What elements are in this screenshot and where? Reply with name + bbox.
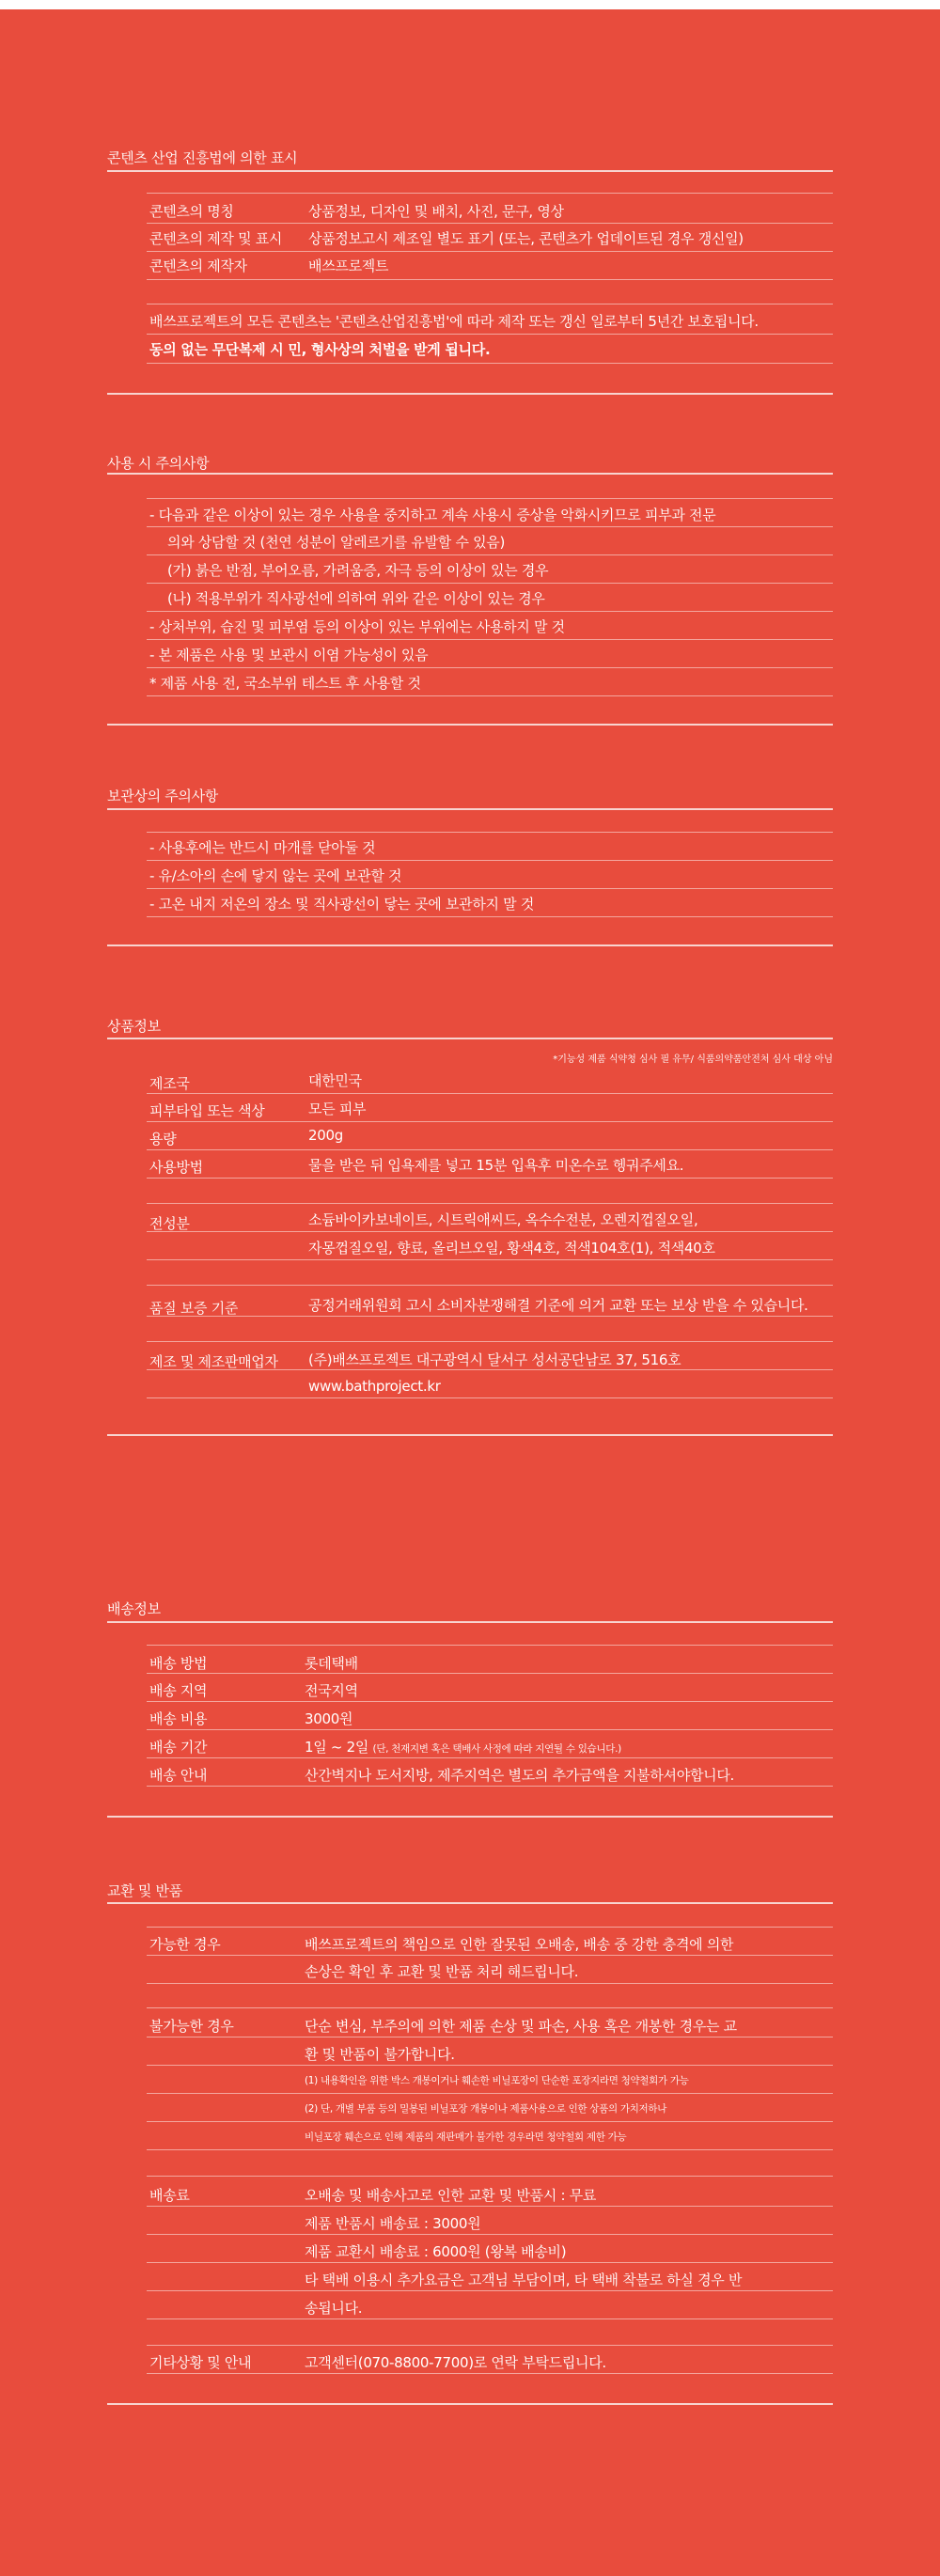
ingredients-label: 전성분 [149, 1215, 190, 1232]
row-divider [147, 1316, 833, 1317]
row-divider [147, 1231, 833, 1232]
row-divider [147, 2373, 833, 2374]
row-divider [147, 2262, 833, 2263]
row-divider [147, 2007, 833, 2008]
fee-text: 제품 교환시 배송료 : 6000원 (왕복 배송비) [305, 2243, 567, 2260]
row-divider [147, 1093, 833, 1094]
impossible-label: 불가능한 경우 [149, 2018, 234, 2035]
row-divider [147, 639, 833, 640]
row-divider [147, 1149, 833, 1150]
shipping-method-value: 롯데택배 [305, 1655, 358, 1672]
row-divider [147, 1369, 833, 1370]
fee-text: 제품 반품시 배송료 : 3000원 [305, 2215, 481, 2232]
top-white-bar [0, 0, 940, 9]
row-divider [147, 2065, 833, 2066]
row-divider [147, 1341, 833, 1342]
row-divider [147, 1701, 833, 1702]
customer-center-text: 고객센터(070-8800-7700)로 연락 부탁드립니다. [305, 2354, 606, 2371]
ingredients-value: 소듐바이카보네이트, 시트릭애씨드, 옥수수전분, 오렌지껍질오일, [308, 1211, 698, 1228]
how-to-use-value: 물을 받은 뒤 입욕제를 넣고 15분 입욕후 미온수로 헹궈주세요. [308, 1157, 684, 1174]
row-divider [147, 2093, 833, 2094]
manufacturer-value: (주)배쓰프로젝트 대구광역시 달서구 성서공단남로 37, 516호 [308, 1351, 682, 1368]
origin-value: 대한민국 [308, 1072, 362, 1089]
row-divider [147, 1955, 833, 1956]
row-divider [147, 832, 833, 833]
shipping-cost-value: 3000원 [305, 1710, 353, 1727]
copyright-warning: 동의 없는 무단복제 시 민, 형사상의 처벌을 받게 됩니다. [149, 341, 491, 358]
row-divider [147, 916, 833, 917]
fee-label: 배송료 [149, 2187, 190, 2204]
etc-label: 기타상황 및 안내 [149, 2354, 252, 2371]
section-title: 사용 시 주의사항 [107, 455, 210, 472]
section-title: 보관상의 주의사항 [107, 788, 218, 804]
section-title: 배송정보 [107, 1600, 161, 1617]
usage-caution-section [107, 446, 833, 728]
storage-caution-section [107, 780, 833, 949]
ingredients-value: 자몽껍질오일, 향료, 올리브오일, 황색4호, 적색104호(1), 적색40호 [308, 1240, 715, 1257]
row-divider [147, 1397, 833, 1398]
row-divider [147, 860, 833, 861]
row-divider [147, 1757, 833, 1758]
row-value: 상품정보, 디자인 및 배치, 사진, 문구, 영상 [308, 203, 564, 220]
caution-line: (나) 적용부위가 직사광선에 의하여 위와 같은 이상이 있는 경우 [167, 590, 545, 607]
section-end-divider [107, 1816, 833, 1818]
shipping-region-value: 전국지역 [305, 1682, 358, 1699]
caution-line: - 다음과 같은 이상이 있는 경우 사용을 중지하고 계속 사용시 증상을 악화시키므로 피부과 전문 [149, 507, 716, 523]
storage-line: - 유/소아의 손에 닿지 않는 곳에 보관할 것 [149, 867, 402, 884]
section-divider [107, 808, 833, 810]
storage-line: - 사용후에는 반드시 마개를 닫아둘 것 [149, 839, 376, 856]
section-divider [107, 473, 833, 475]
row-divider [147, 695, 833, 696]
fee-text: 오배송 및 배송사고로 인한 교환 및 반품시 : 무료 [305, 2187, 597, 2204]
row-divider [147, 363, 833, 364]
product-info-section [107, 1010, 833, 1443]
caution-line: - 본 제품은 사용 및 보관시 이염 가능성이 있음 [149, 647, 429, 664]
row-divider [147, 2149, 833, 2150]
possible-label: 가능한 경우 [149, 1936, 221, 1953]
volume-value: 200g [308, 1127, 343, 1144]
row-divider [147, 1786, 833, 1787]
row-label: 콘텐츠의 제작자 [149, 258, 247, 274]
section-end-divider [107, 2403, 833, 2405]
row-divider [147, 1645, 833, 1646]
section-end-divider [107, 393, 833, 395]
row-divider [147, 2290, 833, 2291]
possible-text: 손상은 확인 후 교환 및 반품 처리 해드립니다. [305, 1963, 579, 1980]
content-law-section [107, 141, 833, 404]
row-divider [147, 526, 833, 527]
fee-text: 타 택배 이용시 추가요금은 고객님 부담이며, 타 택배 착불로 하실 경우 반 [305, 2272, 743, 2288]
shipping-period-days: 1일 ~ 2일 [305, 1739, 369, 1756]
caution-line: 의와 상담할 것 (천연 성분이 알레르기를 유발할 수 있음) [167, 534, 506, 551]
shipping-period-label: 배송 기간 [149, 1739, 208, 1756]
row-divider [147, 1203, 833, 1204]
row-label: 콘텐츠의 명칭 [149, 203, 234, 220]
row-divider [147, 1729, 833, 1730]
shipping-guide-value: 산간벽지나 도서지방, 제주지역은 별도의 추가금액을 지불하셔야합니다. [305, 1767, 734, 1784]
caution-line: (가) 붉은 반점, 부어오름, 가려움증, 자극 등의 이상이 있는 경우 [167, 562, 549, 579]
row-divider [147, 2318, 833, 2319]
section-title: 교환 및 반품 [107, 1882, 182, 1899]
row-divider [147, 1983, 833, 1984]
section-end-divider [107, 945, 833, 946]
skin-type-value: 모든 피부 [308, 1101, 367, 1117]
section-divider [107, 1621, 833, 1623]
origin-label: 제조국 [149, 1075, 190, 1092]
section-title: 상품정보 [107, 1018, 161, 1035]
caution-line: - 상처부위, 습진 및 피부염 등의 이상이 있는 부위에는 사용하지 말 것 [149, 618, 565, 635]
functional-note: *기능성 제품 식약청 심사 필 유무/ 식품의약품안전처 심사 대상 아님 [553, 1054, 833, 1065]
row-divider [147, 279, 833, 280]
shipping-cost-label: 배송 비용 [149, 1710, 208, 1727]
row-divider [147, 334, 833, 335]
row-divider [147, 554, 833, 555]
row-divider [147, 223, 833, 224]
section-end-divider [107, 1434, 833, 1436]
shipping-period-note: (단, 천재지변 혹은 택배사 사정에 따라 지연될 수 있습니다.) [372, 1743, 621, 1755]
row-divider [147, 2121, 833, 2122]
fee-text: 송됩니다. [305, 2300, 363, 2317]
row-value: 배쓰프로젝트 [308, 258, 389, 274]
row-divider [147, 498, 833, 499]
row-divider [147, 2234, 833, 2235]
row-divider [147, 583, 833, 584]
shipping-section [107, 1593, 833, 1828]
impossible-detail: (1) 내용확인을 위한 박스 개봉이거나 훼손한 비닐포장이 단순한 포장지라면 청약철회가 가능 [305, 2075, 689, 2086]
quality-value: 공정거래위원회 고시 소비자분쟁해결 기준에 의거 교환 또는 보상 받을 수 있습니다. [308, 1297, 808, 1314]
row-divider [147, 251, 833, 252]
impossible-detail: (2) 단, 개별 부품 등의 밀봉된 비닐포장 개봉이나 제품사용으로 인한 상품의 가치저하나 [305, 2103, 667, 2115]
section-divider [107, 1902, 833, 1904]
storage-line: - 고온 내지 저온의 장소 및 직사광선이 닿는 곳에 보관하지 말 것 [149, 896, 535, 913]
row-divider [147, 1259, 833, 1260]
row-value: 상품정보고시 제조일 별도 표기 (또는, 콘텐츠가 업데이트된 경우 갱신일) [308, 230, 744, 247]
how-to-use-label: 사용방법 [149, 1159, 203, 1176]
section-divider [107, 170, 833, 172]
row-divider [147, 1673, 833, 1674]
quality-label: 품질 보증 기준 [149, 1300, 239, 1317]
row-divider [147, 193, 833, 194]
shipping-region-label: 배송 지역 [149, 1682, 208, 1699]
row-divider [147, 1927, 833, 1928]
volume-label: 용량 [149, 1131, 177, 1147]
impossible-detail: 비닐포장 훼손으로 인해 제품의 재판매가 불가한 경우라면 청약철회 제한 가능 [305, 2131, 627, 2143]
row-divider [147, 2176, 833, 2177]
manufacturer-label: 제조 및 제조판매업자 [149, 1353, 278, 1370]
row-divider [147, 611, 833, 612]
shipping-guide-label: 배송 안내 [149, 1767, 208, 1784]
row-divider [147, 667, 833, 668]
row-label: 콘텐츠의 제작 및 표시 [149, 230, 283, 247]
row-divider [147, 888, 833, 889]
copyright-notice: 배쓰프로젝트의 모든 콘텐츠는 '콘텐츠산업진흥법'에 따라 제작 또는 갱신 일로부터 5년간 보호됩니다. [149, 313, 759, 330]
section-title: 콘텐츠 산업 진흥법에 의한 표시 [107, 149, 298, 166]
row-divider [147, 1121, 833, 1122]
returns-section [107, 1875, 833, 2411]
skin-type-label: 피부타입 또는 색상 [149, 1102, 265, 1119]
caution-line: * 제품 사용 전, 국소부위 테스트 후 사용할 것 [149, 675, 421, 692]
impossible-text: 환 및 반품이 불가합니다. [305, 2046, 455, 2063]
row-divider [147, 2206, 833, 2207]
row-divider [147, 2345, 833, 2346]
website-link[interactable]: www.bathproject.kr [308, 1378, 441, 1395]
row-divider [147, 1285, 833, 1286]
possible-text: 배쓰프로젝트의 책임으로 인한 잘못된 오배송, 배송 중 강한 충격에 의한 [305, 1936, 734, 1953]
impossible-text: 단순 변심, 부주의에 의한 제품 손상 및 파손, 사용 혹은 개봉한 경우는 교 [305, 2018, 737, 2035]
row-divider [147, 1178, 833, 1179]
shipping-method-label: 배송 방법 [149, 1655, 208, 1672]
shipping-period-value [305, 1737, 621, 1756]
section-end-divider [107, 724, 833, 726]
section-divider [107, 1038, 833, 1039]
